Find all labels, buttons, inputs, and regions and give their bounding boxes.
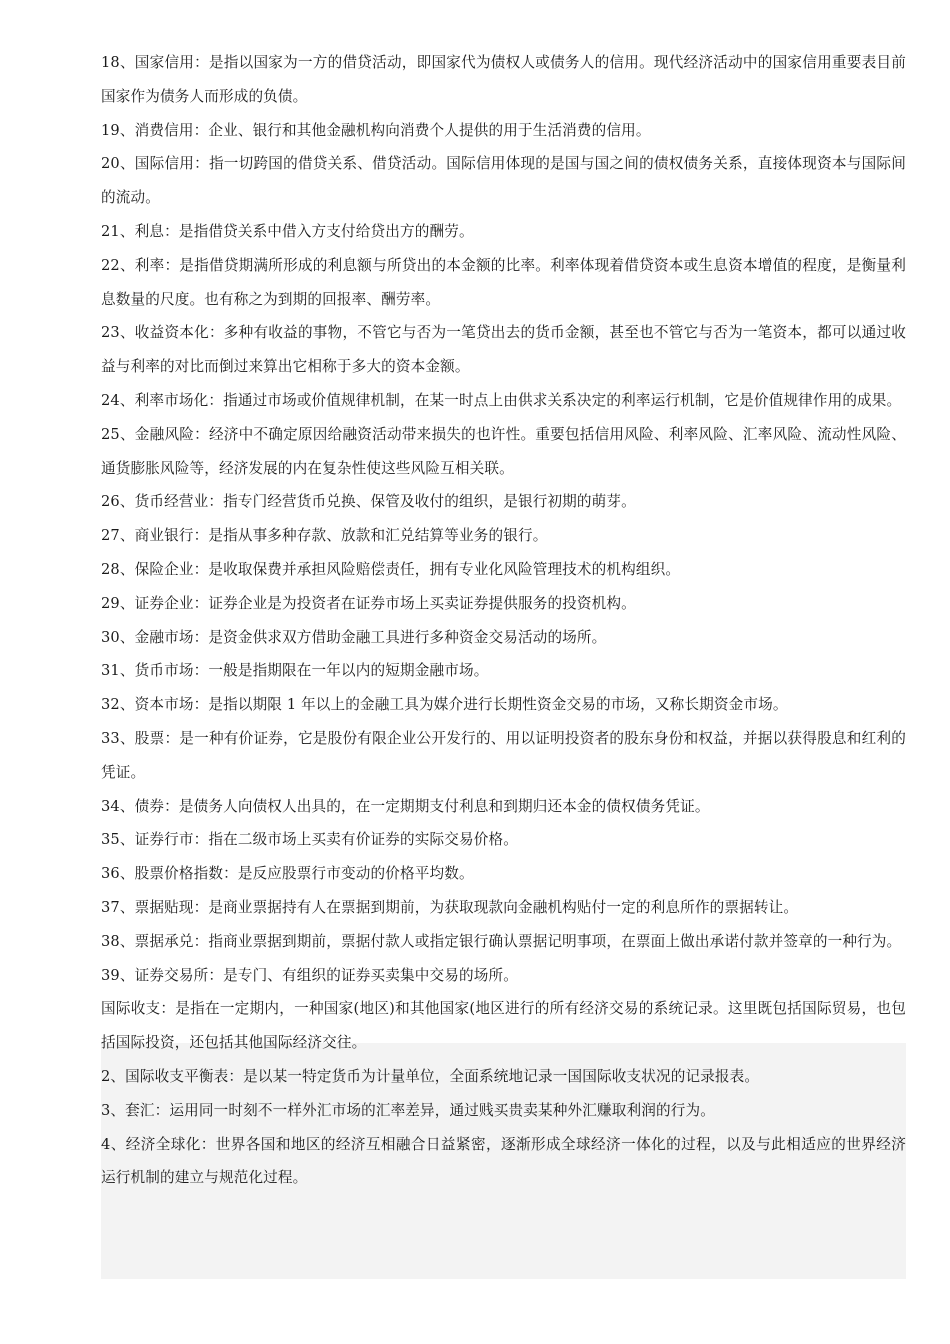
paragraph-21: 21、利息：是指借贷关系中借入方支付给贷出方的酬劳。 (101, 222, 474, 240)
paragraph-26: 26、货币经营业：指专门经营货币兑换、保管及收付的组织，是银行初期的萌芽。 (101, 493, 636, 511)
paragraph-19: 19、消费信用：企业、银行和其他金融机构向消费个人提供的用于生活消费的信用。 (101, 121, 651, 139)
paragraph-36: 36、股票价格指数：是反应股票行市变动的价格平均数。 (101, 865, 474, 883)
paragraph-37: 37、票据贴现：是商业票据持有人在票据到期前，为获取现款向金融机构贴付一定的利息所作的票据转让。 (101, 898, 799, 916)
paragraph-25: 25、金融风险：经济中不确定原因给融资活动带来损失的也许性。重要包括信用风险、利率风险、汇率风险、流动性风险、通货膨胀风险等，经济发展的内在复杂性使这些风险互相关联。 (101, 425, 906, 477)
paragraph-34: 34、债券：是债务人向债权人出具的，在一定期期支付利息和到期归还本金的债权债务凭证。 (101, 797, 710, 815)
document-body (101, 46, 906, 1195)
paragraph-39: 39、证券交易所：是专门、有组织的证券买卖集中交易的场所。 (101, 966, 518, 984)
paragraph-29: 29、证券企业：证券企业是为投资者在证券市场上买卖证券提供服务的投资机构。 (101, 594, 636, 612)
paragraph-18: 18、国家信用：是指以国家为一方的借贷活动，即国家代为债权人或债务人的信用。现代经济活动中的国家信用重要表目前国家作为债务人而形成的负债。 (101, 54, 906, 105)
paragraph-3: 3、套汇：运用同一时刻不一样外汇市场的汇率差异，通过贱买贵卖某种外汇赚取利润的行为。 (101, 1101, 715, 1119)
paragraph-38: 38、票据承兑：指商业票据到期前，票据付款人或指定银行确认票据记明事项，在票面上做出承诺付款并签章的一种行为。 (101, 932, 902, 950)
paragraph-33: 33、股票：是一种有价证券，它是股份有限企业公开发行的、用以证明投资者的股东身份和权益，并据以获得股息和红利的凭证。 (101, 729, 906, 781)
paragraph-28: 28、保险企业：是收取保费并承担风险赔偿责任，拥有专业化风险管理技术的机构组织。 (101, 560, 681, 578)
paragraph-4: 4、经济全球化：世界各国和地区的经济互相融合日益紧密，逐渐形成全球经济一体化的过程，以及与此相适应的世界经济运行机制的建立与规范化过程。 (101, 1135, 906, 1187)
paragraph-35: 35、证券行市：指在二级市场上买卖有价证券的实际交易价格。 (101, 831, 518, 849)
paragraph-2: 2、国际收支平衡表：是以某一特定货币为计量单位，全面系统地记录一国国际收支状况的记录报表。 (101, 1067, 760, 1085)
paragraph-27: 27、商业银行：是指从事多种存款、放款和汇兑结算等业务的银行。 (101, 527, 548, 545)
paragraph-22: 22、利率：是指借贷期满所形成的利息额与所贷出的本金额的比率。利率体现着借贷资本或生息资本增值的程度，是衡量利息数量的尺度。也有称之为到期的回报率、酬劳率。 (101, 256, 906, 308)
paragraph-31: 31、货币市场：一般是指期限在一年以内的短期金融市场。 (101, 662, 489, 680)
paragraph-20: 20、国际信用：指一切跨国的借贷关系、借贷活动。国际信用体现的是国与国之间的债权债务关系，直接体现资本与国际间的流动。 (101, 155, 906, 207)
paragraph-32: 32、资本市场：是指以期限 1 年以上的金融工具为媒介进行长期性资金交易的市场，又称长期资金市场。 (101, 696, 788, 714)
paragraph-23: 23、收益资本化：多种有收益的事物，不管它与否为一笔贷出去的货币金额，甚至也不管它与否为一笔资本，都可以通过收益与利率的对比而倒过来算出它相称于多大的资本金额。 (101, 324, 906, 376)
paragraph-24: 24、利率市场化：指通过市场或价值规律机制，在某一时点上由供求关系决定的利率运行机制，它是价值规律作用的成果。 (101, 391, 902, 409)
paragraph-30: 30、金融市场：是资金供求双方借助金融工具进行多种资金交易活动的场所。 (101, 628, 607, 646)
paragraph-balance-of-payments: 国际收支：是指在一定期内，一种国家(地区)和其他国家(地区进行的所有经济交易的系统记录。这里既包括国际贸易，也包括国际投资，还包括其他国际经济交往。 (101, 1000, 906, 1052)
